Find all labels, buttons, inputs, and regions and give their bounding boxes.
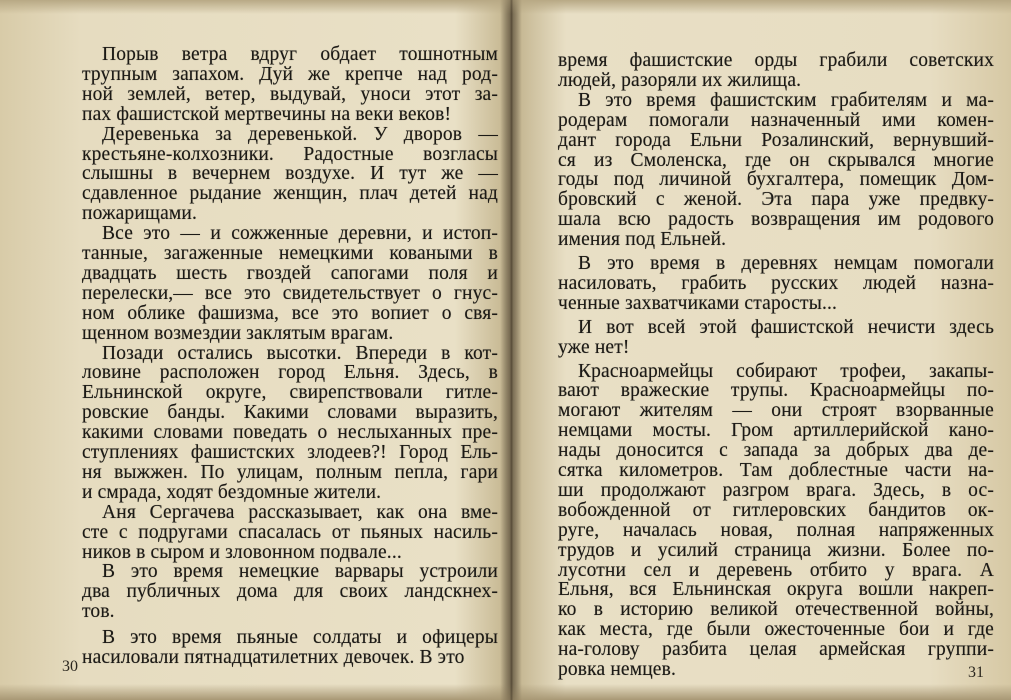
left-page-text-line: Позади остались высотки. Впереди в кот- (102, 342, 498, 364)
left-page-text-line: слышны в вечернем воздухе. И тут же — (82, 163, 498, 185)
right-page-text-line: людей, разоряли их жилища. (558, 69, 802, 91)
right-page-text-line: ровка немцев. (558, 659, 676, 680)
right-page-text-line: ся из Смоленска, где он скрывался многие (558, 149, 994, 171)
left-page-text-line: ловине расположен город Ельня. Здесь, в (82, 362, 498, 384)
right-page-text-line: на-голову разбита целая армейская группи- (558, 639, 994, 661)
left-page-text-line: какими словами поведать о неслыханных пре- (82, 422, 498, 444)
right-page-text-line: шала всю радость возвращения им родового (558, 209, 994, 231)
right-page-text-line: ши продолжают разгром врага. Здесь, в ос- (558, 479, 994, 501)
left-page-text-line: пах фашистской мертвечины на веки веков! (82, 103, 452, 125)
right-page-text-line: ко в историю великой отечественной войны, (558, 599, 994, 621)
page-number-left: 30 (62, 658, 78, 675)
left-page-text-line: трупным запахом. Дуй же крепче над род- (82, 63, 498, 85)
left-page-text-line: и смрада, ходят бездомные жители. (82, 481, 382, 503)
right-page-text-line: вобожденной от гитлеровских бандитов ок- (558, 499, 994, 521)
right-page-text-line: Красноармейцы собирают трофеи, закапы- (578, 360, 994, 382)
right-page-text-line: уже нет! (558, 336, 630, 358)
left-page-text-line: Аня Сергачева рассказывает, как она вме- (102, 501, 498, 523)
left-page-text-line: двадцать шесть гвоздей сапогами поля и (82, 262, 498, 284)
right-page-text-line: В это время фашистским грабителям и ма- (578, 89, 994, 111)
left-page-text-line: тов. (82, 601, 115, 623)
left-page-text-line: В это время немецкие варвары устроили (102, 561, 498, 583)
right-page-text-line: насиловать, грабить русских людей назна- (558, 272, 994, 294)
left-page-text-line: ной землей, ветер, выдувай, уноси этот за- (82, 83, 498, 105)
right-page-text-line: В это время в деревнях немцам помогали (578, 253, 994, 274)
left-page-text-line: Порыв ветра вдруг обдает тошнотным (102, 44, 498, 65)
right-page-text-line: как места, где были ожесточенные бои и где (558, 619, 994, 641)
right-page-text-line: трудов и усилий страница жизни. Более по- (558, 539, 994, 561)
right-page-text-line: И вот всей этой фашистской нечисти здесь (578, 316, 994, 338)
right-page-text-line: сятка километров. Там доблестные части на- (558, 460, 994, 481)
left-page-text-line: сте с подругами спасалась от пьяных насиль- (82, 521, 498, 543)
left-page-text-line: крестьяне-колхозники. Радостные возгласы (82, 143, 498, 165)
right-page-text-line: лусотни сел и деревень отбито у врага. А (558, 559, 994, 581)
left-page-text-line: два публичных дома для своих ландскнех- (82, 581, 498, 603)
right-page-text-line: Ельня, вся Ельнинская округа вошли накреп- (558, 579, 994, 601)
left-page-text-line: Деревенька за деревенькой. У дворов — (102, 123, 498, 145)
left-page-text-line: сдавленное рыдание женщин, плач детей над (82, 183, 498, 205)
right-page-text-line: могают жителям — они строят взорванные (558, 400, 994, 422)
left-page-text-line: ня выжжен. По улицам, полным пепла, гари (82, 461, 498, 483)
left-page-text-line: Ельнинской округе, свирепствовали гитле- (82, 382, 498, 404)
left-page-text-line: В это время пьяные солдаты и офицеры (102, 627, 498, 649)
left-page-text-line: пожарищами. (82, 203, 197, 225)
right-page (516, 0, 1011, 700)
left-page-text-line: ровские банды. Какими словами выразить, (82, 402, 498, 424)
left-page-text-line: Все это — и сожженные деревни, и истоп- (102, 223, 498, 245)
left-page-text-line: ном облике фашизма, все это вопиет о свя- (82, 302, 498, 324)
right-page-text-line: имения под Ельней. (558, 229, 727, 251)
right-page-text-line: бровский с женой. Эта пара уже предвку- (558, 189, 994, 211)
right-page-text-line: время фашистские орды грабили советских (558, 50, 994, 71)
left-page-text-line: танные, загаженные немецкими коваными в (82, 243, 498, 264)
right-page-text-line: нады доносится с запада за добрых два де- (558, 440, 994, 462)
right-page-text-line: дант города Ельни Розалинский, вернувший- (558, 129, 994, 151)
right-page-text-line: ченные захватчиками старосты... (558, 292, 838, 314)
right-page-text-line: родерам помогали назначенный ими комен- (558, 109, 994, 131)
left-page-text-line: насиловали пятнадцатилетних девочек. В это (82, 647, 465, 668)
left-page-text-line: ников в сыром и зловонном подвале... (82, 541, 402, 563)
right-page-text-line: вают вражеские трупы. Красноармейцы по- (558, 380, 994, 402)
left-page-text-line: перелески,— все это свидетельствует о гнус- (82, 282, 498, 304)
page-number-right: 31 (968, 664, 984, 681)
right-page-text-line: годы под личиной бухгалтера, помещик Дом- (558, 169, 994, 191)
left-page-text-line: ступлениях фашистских злодеев?! Город Ель- (82, 442, 498, 463)
right-page-text-line: руге, началась новая, полная напряженных (558, 519, 994, 541)
left-page-text-line: щенном возмездии заклятым врагам. (82, 322, 394, 344)
right-page-text-line: немцами мосты. Гром артиллерийской кано- (558, 420, 994, 442)
